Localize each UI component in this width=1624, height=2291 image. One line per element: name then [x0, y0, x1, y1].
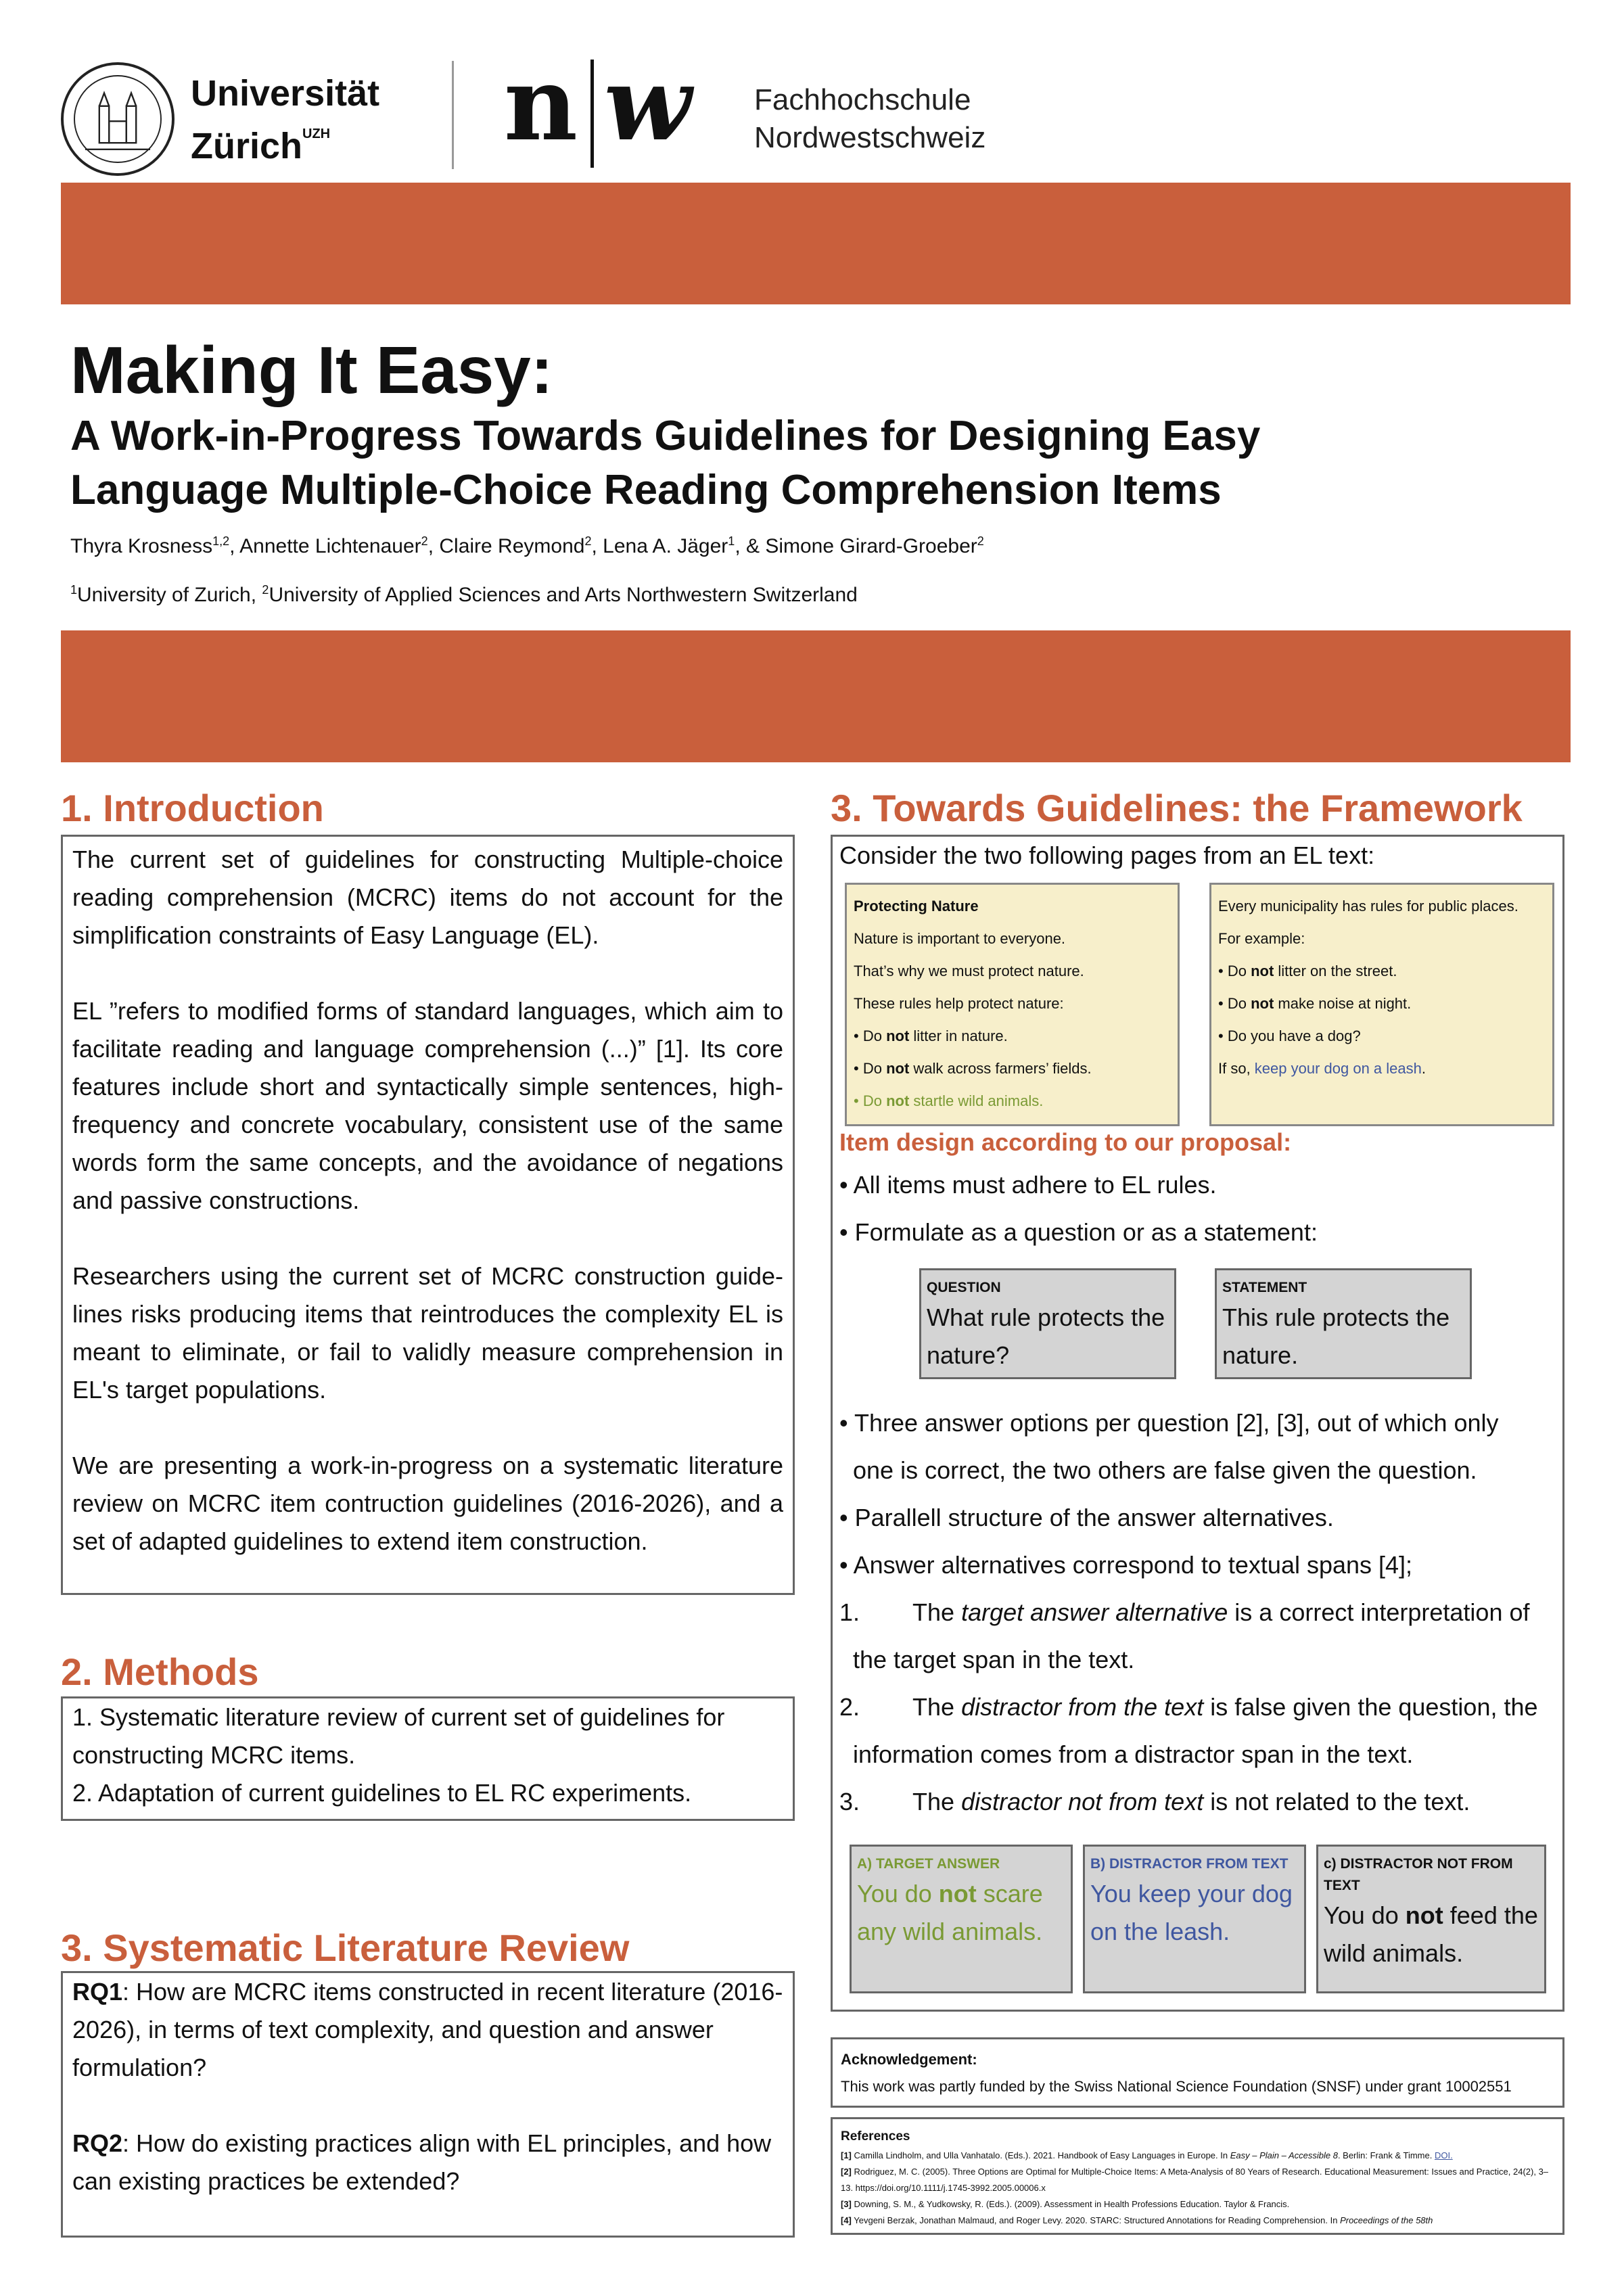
answer-card-distractor-not-text — [1316, 1845, 1546, 1993]
card-b-text: You keep your dog on the leash. — [1090, 1880, 1293, 1945]
card-c-text: You do not feed the wild animals. — [1324, 1901, 1538, 1967]
top-accent-band — [61, 183, 1571, 304]
page1-target-span: • Do not startle wild animals. — [854, 1092, 1044, 1109]
author: Lena A. Jäger — [603, 535, 728, 557]
svg-text:w: w — [604, 53, 692, 164]
uzh-line1: Universität — [191, 73, 380, 114]
reference-item: [4] Yevgeni Berzak, Jonathan Malmaud, and Roger Levy. 2020. STARC: Structured Annotations for Reading Comprehension. In Proceedings of the 58th — [841, 2215, 1433, 2225]
uzh-line2: Zürich$^{UZH}$ — [191, 126, 331, 166]
methods-box — [61, 1696, 795, 1821]
intro-heading: 1. Introduction — [61, 787, 324, 829]
methods-heading: 2. Methods — [61, 1650, 259, 1693]
answer-card-target — [850, 1845, 1073, 1993]
intro-box — [61, 835, 795, 1595]
numbered-item: 1. The target answer alternative is a correct interpretation of — [839, 1598, 1530, 1626]
design-bullet-cont: one is correct, the two others are false given the question. — [853, 1456, 1477, 1484]
poster-subtitle — [70, 409, 1572, 517]
card-c-label: c) DISTRACTOR NOT FROM TEXT — [1324, 1856, 1513, 1893]
framework-intro: Consider the two following pages from an EL text: — [839, 841, 1375, 869]
statement-text: This rule protects the nature. — [1222, 1303, 1450, 1369]
page1-bullet: • Do not litter in nature. — [854, 1027, 1008, 1044]
ack-text: This work was partly funded by the Swiss National Science Foundation (SNSF) under grant 10002551 — [841, 2078, 1512, 2095]
doi-link[interactable]: DOI. — [1434, 2150, 1453, 2160]
card-a-text: You do not scare any wild animals. — [857, 1880, 1043, 1945]
reference-item: [3] Downing, S. M., & Yudkowsky, R. (Eds.). (2009). Assessment in Health Professions Education. Taylor & Francis. — [841, 2199, 1290, 2209]
fhnw-logo — [504, 53, 707, 178]
reference-item: [2] Rodriguez, M. C. (2005). Three Options are Optimal for Multiple-Choice Items: A Meta-Analysis of 80 Years of Research. Educational Measurement: Issues and Practice, 24(2), 3–13. https://doi.org/10.1111/j.1745-3992.2005.00006.x — [841, 2167, 1549, 2193]
numbered-item: 3. The distractor not from text is not related to the text. — [839, 1788, 1470, 1815]
numbered-item-cont: information comes from a distractor span in the text. — [853, 1740, 1414, 1768]
design-bullet: • All items must adhere to EL rules. — [839, 1171, 1217, 1199]
author-list: Thyra Krosness$^{1,2}$, Annette Lichtenauer$^2$, Claire Reymond$^2$, Lena A. Jäger$^1$, & Simone Girard-Groeber$^2$ — [70, 534, 984, 557]
references-heading: References — [841, 2129, 910, 2144]
design-bullet: • Answer alternatives correspond to textual spans [4]; — [839, 1551, 1413, 1579]
intro-text — [72, 841, 783, 1560]
question-label: QUESTION — [927, 1280, 1001, 1295]
affiliations: $^1$University of Zurich, $^2$University of Applied Sciences and Arts Northwestern Switzerland — [70, 583, 858, 606]
subtitle-line1: A Work-in-Progress Towards Guidelines for Designing Easy — [70, 413, 1261, 459]
statement-card — [1215, 1268, 1472, 1379]
fhnw-line2: Nordwestschweiz — [754, 121, 986, 154]
question-card — [919, 1268, 1176, 1379]
answer-card-distractor-text — [1083, 1845, 1306, 1993]
el-page-1: Protecting Nature Nature is important to everyone. That’s why we must protect nature. These rules help protect nature: • Do not litter in nature. • Do not walk across farmers’ fields. • Do not startle wild animals. — [845, 883, 1180, 1126]
card-a-label: A) TARGET ANSWER — [857, 1856, 1000, 1872]
page2-bullet: • Do not make noise at night. — [1218, 995, 1412, 1012]
rq2: RQ2: How do existing practices align with EL principles, and how can existing practices be extended? — [72, 2129, 772, 2195]
intro-paragraph: We are presenting a work-in-progress on a systematic literature review on MCRC item contruction guidelines (2016-2026), and a set of adapted guidelines to extend item construction. — [72, 1452, 783, 1555]
logo-divider — [452, 61, 454, 169]
page2-bullet: • Do not litter on the street. — [1218, 963, 1397, 979]
author: Simone Girard-Groeber — [765, 535, 977, 557]
el-page-2: Every municipality has rules for public places. For example: • Do not litter on the street. • Do not make noise at night. • Do you have a dog? If so, keep your dog on a leash. — [1209, 883, 1554, 1126]
nw-logo-icon — [504, 53, 707, 175]
framework-heading: 3. Towards Guidelines: the Framework — [831, 787, 1523, 829]
mid-accent-band — [61, 630, 1571, 762]
acknowledgement-box — [831, 2037, 1564, 2108]
design-bullet: • Parallell structure of the answer alternatives. — [839, 1504, 1334, 1531]
subtitle-line2: Language Multiple-Choice Reading Comprehension Items — [70, 467, 1222, 513]
card-b-label: B) DISTRACTOR FROM TEXT — [1090, 1856, 1289, 1872]
poster-title: Making It Easy: — [70, 333, 553, 407]
question-text: What rule protects the nature? — [927, 1303, 1165, 1369]
intro-paragraph: Researchers using the current set of MCRC construction guide-lines risks producing items that reintroduces the complexity EL is meant to eliminate, or fail to validly measure comprehension in EL's target populations. — [72, 1262, 783, 1404]
seal-icon — [64, 65, 172, 173]
page1-title: Protecting Nature — [854, 898, 979, 915]
fhnw-line1: Fachhochschule — [754, 83, 971, 116]
intro-paragraph: EL ”refers to modified forms of standard languages, which aim to facilitate reading and language comprehension (...)” [1]. Its core features include short and syntactically simple sentences, high-frequency and concrete vocabulary, consistent use of the same words form the same concepts, and the avoidance of negations and passive constructions. — [72, 997, 783, 1214]
fhnw-wordmark — [754, 81, 985, 157]
intro-paragraph: The current set of guidelines for constructing Multiple-choice reading comprehension (MCRC) items do not account for the simplification constraints of Easy Language (EL). — [72, 846, 783, 949]
slr-box — [61, 1971, 795, 2238]
references-box — [831, 2117, 1564, 2235]
ack-heading: Acknowledgement: — [841, 2051, 977, 2068]
author: Thyra Krosness — [70, 535, 213, 557]
rq1: RQ1: How are MCRC items constructed in recent literature (2016-2026), in terms of text complexity, and question and answer formulation? — [72, 1978, 783, 2081]
author: Claire Reymond — [439, 535, 585, 557]
uzh-wordmark — [191, 73, 379, 166]
uzh-seal-logo — [61, 62, 175, 176]
author: Annette Lichtenauer — [239, 535, 421, 557]
slr-heading: 3. Systematic Literature Review — [61, 1926, 630, 1969]
reference-item: [1] Camilla Lindholm, and Ulla Vanhatalo. (Eds.). 2021. Handbook of Easy Languages in Europe. In Easy – Plain – Accessible 8. Berlin: Frank & Timme. DOI. — [841, 2150, 1453, 2160]
numbered-item-cont: the target span in the text. — [853, 1646, 1135, 1673]
page2-distractor-span: If so, keep your dog on a leash. — [1218, 1060, 1426, 1077]
design-bullet: • Formulate as a question or as a statement: — [839, 1218, 1318, 1246]
numbered-item: 2. The distractor from the text is false given the question, the — [839, 1693, 1538, 1721]
uzh-sup: UZH — [302, 126, 331, 141]
methods-item: 1. Systematic literature review of current set of guidelines for constructing MCRC items. — [72, 1703, 725, 1769]
design-bullet: • Three answer options per question [2], [3], out of which only — [839, 1409, 1499, 1437]
svg-text:n: n — [504, 53, 578, 164]
methods-item: 2. Adaptation of current guidelines to EL RC experiments. — [72, 1779, 692, 1807]
framework-box — [831, 835, 1564, 2012]
design-heading: Item design according to our proposal: — [839, 1128, 1292, 1156]
page1-bullet: • Do not walk across farmers’ fields. — [854, 1060, 1092, 1077]
statement-label: STATEMENT — [1222, 1280, 1307, 1295]
page2-bullet: • Do you have a dog? — [1218, 1027, 1361, 1044]
